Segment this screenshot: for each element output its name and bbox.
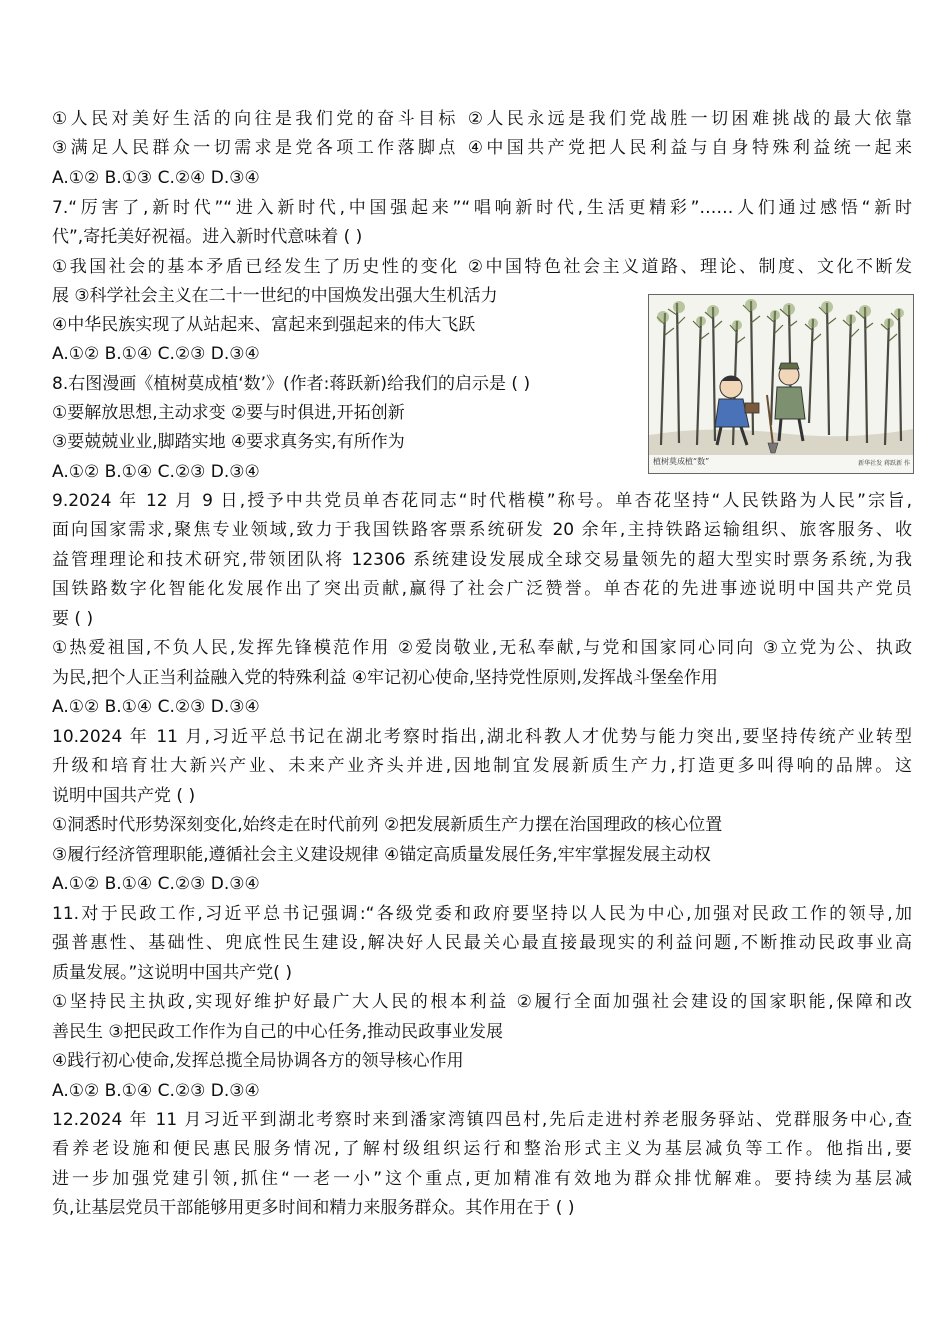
text-line: ①我国社会的基本矛盾已经发生了历史性的变化 ②中国特色社会主义道路、理论、制度、文化不断发	[52, 257, 912, 277]
comic-image	[648, 294, 914, 474]
question-9-stem: 国铁路数字化智能化发展作出了突出贡献,赢得了社会广泛赞誉。单杏花的先进事迹说明中国共产党员	[52, 579, 912, 599]
question-11-stem: 强普惠性、基础性、兜底性民生建设,解决好人民最关心最直接最现实的利益问题,不断推动民政事业高	[52, 933, 912, 953]
question-12-stem: 看养老设施和便民惠民服务情况,了解村级组织运行和整治形式主义为基层减负等工作。他指出,要	[52, 1139, 912, 1159]
question-12-stem: 12.2024 年 11 月习近平到湖北考察时来到潘家湾镇四邑村,先后走进村养老服务驿站、党群服务中心,查	[52, 1110, 912, 1130]
question-9-stem: 面向国家需求,聚焦专业领域,致力于我国铁路客票系统研发 20 余年,主持铁路运输组织、旅客服务、收	[52, 520, 912, 540]
question-12-stem: 进一步加强党建引领,抓住“一老一小”这个重点,更加精准有效地为群众排忧解难。要持续为基层减	[52, 1169, 912, 1189]
text-line: ③履行经济管理职能,遵循社会主义建设规律 ④锚定高质量发展任务,牢牢掌握发展主动权	[52, 845, 711, 865]
question-10-stem: 10.2024 年 11 月,习近平总书记在湖北考察时指出,湖北科教人才优势与能力突出,要坚持传统产业转型	[52, 727, 912, 747]
text-line: ③满足人民群众一切需求是党各项工作落脚点 ④中国共产党把人民利益与自身特殊利益统一起来	[52, 138, 912, 158]
text-line: 展 ③科学社会主义在二十一世纪的中国焕发出强大生机活力	[52, 286, 498, 306]
answer-options: A.①② B.①④ C.②③ D.③④	[52, 462, 260, 482]
question-9-stem: 9.2024 年 12 月 9 日,授予中共党员单杏花同志“时代楷模”称号。单杏花坚持“人民铁路为人民”宗旨,	[52, 491, 912, 511]
question-11-stem: 质量发展。”这说明中国共产党( )	[52, 963, 292, 983]
answer-options: A.①② B.①④ C.②③ D.③④	[52, 1081, 260, 1101]
question-12-stem: 负,让基层党员干部能够用更多时间和精力来服务群众。其作用在于 ( )	[52, 1198, 575, 1218]
answer-options: A.①② B.①④ C.②③ D.③④	[52, 697, 260, 717]
question-9-stem: 要 ( )	[52, 609, 94, 629]
question-9-stem: 益管理理论和技术研究,带领团队将 12306 系统建设发展成全球交易量领先的超大型实时票务系统,为我	[52, 550, 912, 570]
text-line: 善民生 ③把民政工作作为自己的中心任务,推动民政事业发展	[52, 1022, 504, 1042]
question-10-stem: 升级和培育壮大新兴产业、未来产业齐头并进,因地制宜发展新质生产力,打造更多叫得响的品牌。这	[52, 756, 912, 776]
tree-planting-cartoon	[649, 295, 913, 455]
text-line: 为民,把个人正当利益融入党的特殊利益 ④牢记初心使命,坚持党性原则,发挥战斗堡垒作用	[52, 668, 718, 688]
text-line: ③要兢兢业业,脚踏实地 ④要求真务实,有所作为	[52, 432, 405, 452]
text-line: ①坚持民主执政,实现好维护好最广大人民的根本利益 ②履行全面加强社会建设的国家职能,保障和改	[52, 992, 912, 1012]
answer-options: A.①② B.①③ C.②④ D.③④	[52, 168, 260, 188]
comic-credit: 新华社发 蒋跃新 作	[858, 460, 910, 467]
question-10-stem: 说明中国共产党 ( )	[52, 786, 196, 806]
answer-options: A.①② B.①④ C.②③ D.③④	[52, 874, 260, 894]
text-line: ④中华民族实现了从站起来、富起来到强起来的伟大飞跃	[52, 315, 476, 335]
answer-options: A.①② B.①④ C.②③ D.③④	[52, 344, 260, 364]
text-line: ①要解放思想,主动求变 ②要与时俱进,开拓创新	[52, 403, 405, 423]
question-7-stem: 7.“厉害了,新时代”“进入新时代,中国强起来”“唱响新时代,生活更精彩”……人们通过感悟“新时	[52, 198, 912, 218]
text-line: ①人民对美好生活的向往是我们党的奋斗目标 ②人民永远是我们党战胜一切困难挑战的最大依靠	[52, 109, 912, 129]
text-line: ①洞悉时代形势深刻变化,始终走在时代前列 ②把发展新质生产力摆在治国理政的核心位置	[52, 815, 723, 835]
question-8-stem: 8.右图漫画《植树莫成植‘数’》(作者:蒋跃新)给我们的启示是 ( )	[52, 374, 531, 394]
question-11-stem: 11.对于民政工作,习近平总书记强调:“各级党委和政府要坚持以人民为中心,加强对民政工作的领导,加	[52, 904, 912, 924]
text-line: ①热爱祖国,不负人民,发挥先锋模范作用 ②爱岗敬业,无私奉献,与党和国家同心同向 ③立党为公、执政	[52, 638, 912, 658]
comic-caption: 植树莫成植“数”	[653, 457, 710, 466]
text-line: ④践行初心使命,发挥总揽全局协调各方的领导核心作用	[52, 1051, 464, 1071]
question-7-stem: 代”,寄托美好祝福。进入新时代意味着 ( )	[52, 227, 363, 247]
